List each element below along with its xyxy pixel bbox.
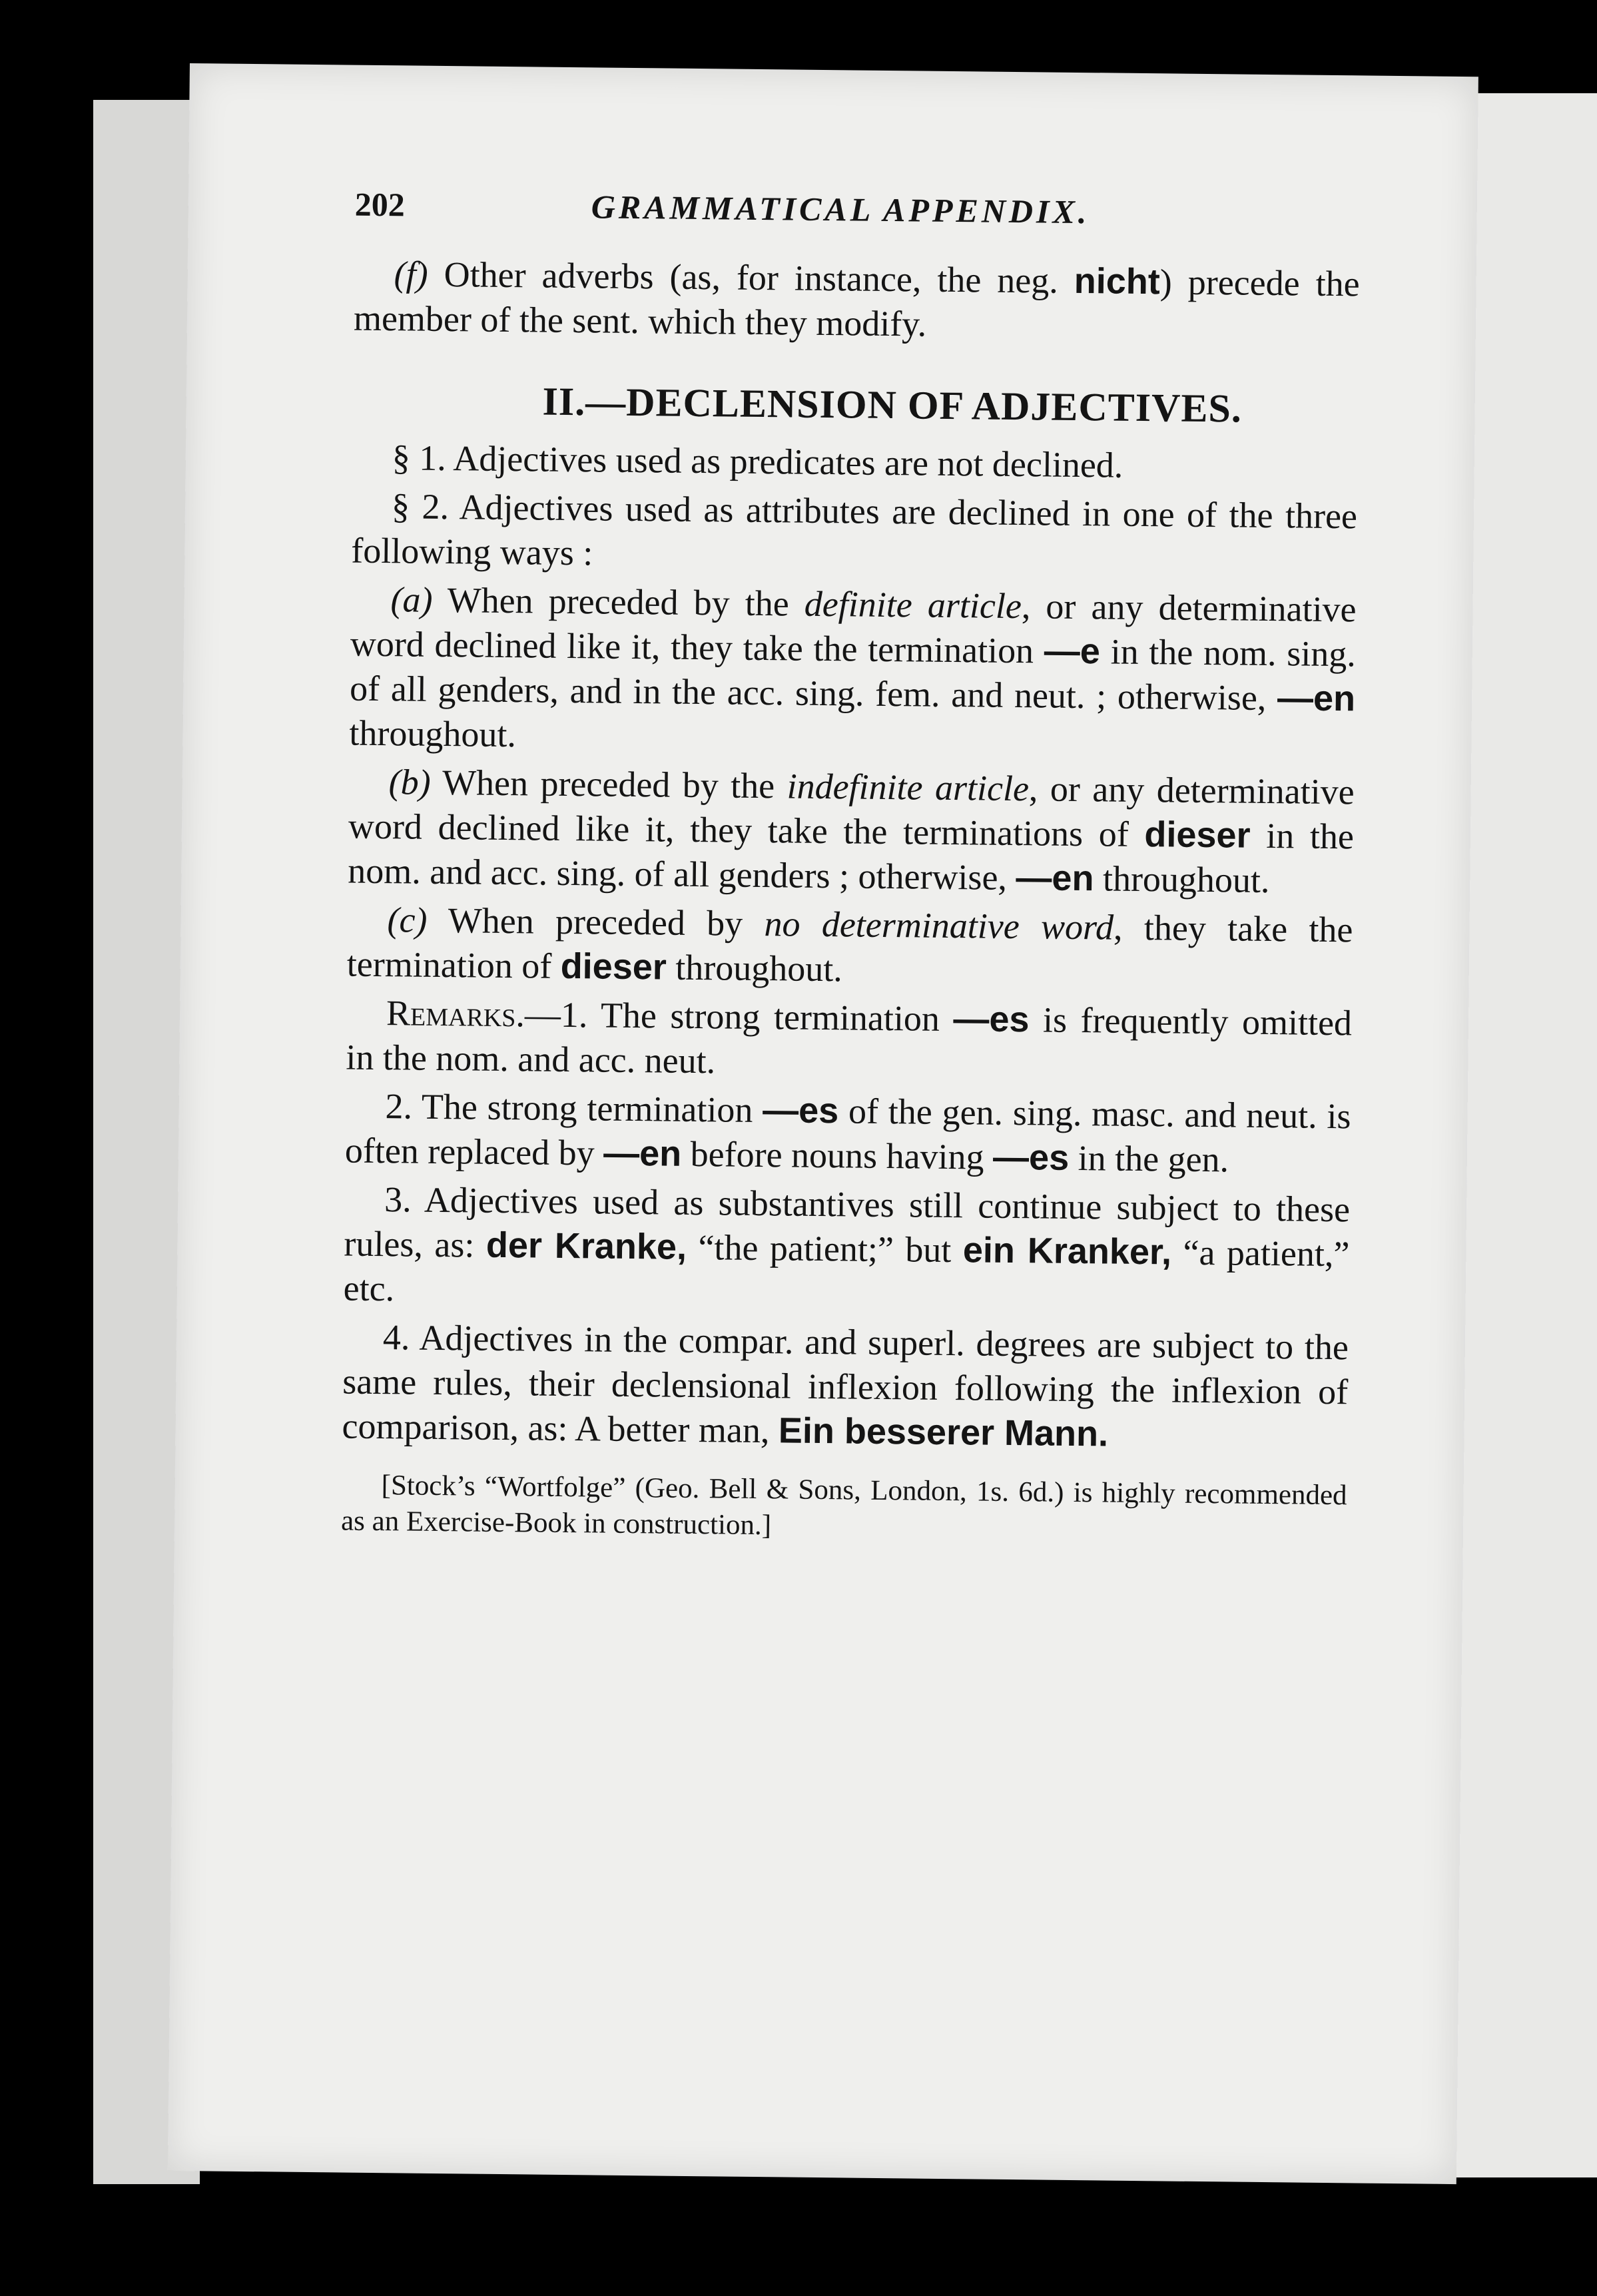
page-header xyxy=(354,185,1361,262)
footnote: [Stock’s “Wortfolge” (Geo. Bell & Sons, London, 1s. 6d.) is highly recommended as an Exercise-Book in construction.] xyxy=(340,1470,1347,1542)
remark-4: 4. Adjectives in the compar. and superl. degrees are subject to the same rules, their declensional inflexion following the inflexion of comparison, as: A better man, Ein besserer Mann. xyxy=(342,1317,1349,1454)
paragraph-c: (c) When preceded by no determinative word, they take the termination of dieser throughout. xyxy=(346,900,1353,990)
section-2: § 2. Adjectives used as attributes are declined in one of the three following ways : xyxy=(351,486,1358,573)
paragraph-b: (b) When preceded by the indefinite article, or any determinative word declined like it, they take the terminations of dieser in the nom. and acc. sing. of all genders ; otherwise, —en throughout. xyxy=(348,762,1355,901)
remark-1: Remarks.—1. The strong termination —es is frequently omitted in the nom. and acc. neut. xyxy=(346,993,1353,1081)
running-head: GRAMMATICAL APPENDIX. xyxy=(591,188,1090,231)
section-1: § 1. Adjectives used as predicates are not declined. xyxy=(392,437,1123,485)
item-label: (c) xyxy=(387,900,428,940)
paragraph-a: (a) When preceded by the definite article, or any determinative word declined like it, they take the termination —e in the nom. sing. of all genders, and in the acc. sing. fem. and neut. ; otherwise, —en throughout. xyxy=(349,579,1357,755)
page-number: 202 xyxy=(354,185,406,224)
item-label: (b) xyxy=(388,762,431,802)
remark-2: 2. The strong termination —es of the gen. sing. masc. and neut. is often replaced by —en before nouns having —es in the gen. xyxy=(344,1086,1351,1180)
item-label: (f) xyxy=(394,254,428,294)
remark-3: 3. Adjectives used as substantives still continue subject to these rules, as: der Kranke, “the patient;” but ein Kranker, “a patient,” etc. xyxy=(343,1179,1351,1309)
item-label: (a) xyxy=(390,579,433,620)
remarks-label: Remarks. xyxy=(386,993,525,1035)
book-page xyxy=(168,63,1478,2184)
page-text xyxy=(341,185,1361,1554)
section-heading: II.—DECLENSION OF ADJECTIVES. xyxy=(542,379,1243,431)
paragraph-f: (f) Other adverbs (as, for instance, the neg. nicht) precede the member of the sent. which they modify. xyxy=(353,254,1360,344)
